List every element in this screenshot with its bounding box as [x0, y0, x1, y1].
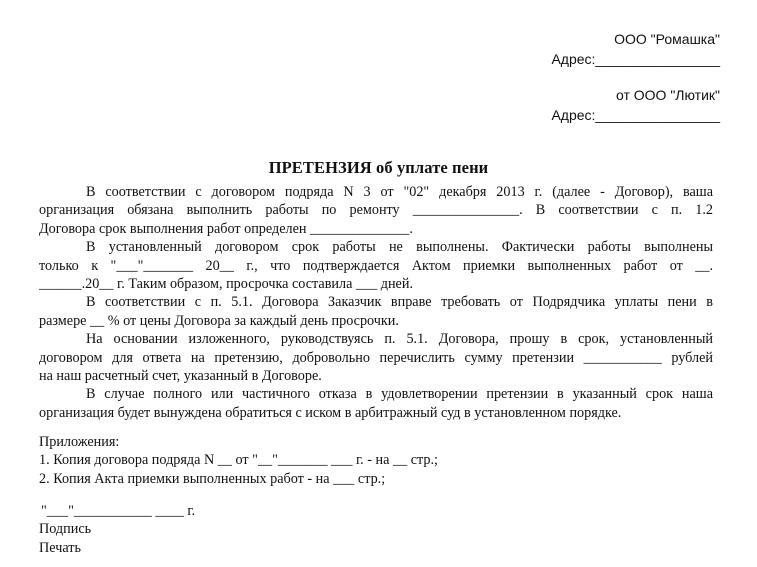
paragraph-line: В соответствии с договором подряда N 3 от "02" декабря 2013 г. (далее - Договор), ваша — [86, 184, 713, 200]
sender-address: Адрес:________________ — [551, 107, 720, 123]
recipient-name: ООО "Ромашка" — [614, 31, 720, 47]
paragraph-line: размере __ % от цены Договора за каждый день просрочки. — [39, 312, 399, 329]
annex-item: 2. Копия Акта приемки выполненных работ - на ___ стр.; — [39, 470, 386, 487]
paragraph-court — [39, 385, 713, 422]
claim-body — [39, 183, 713, 422]
annex-item: 1. Копия договора подряда N __ от "__"_______ ___ г. - на __ стр.; — [39, 452, 438, 469]
paragraph-request — [39, 330, 713, 385]
signature-block — [39, 502, 439, 557]
addressee-block — [520, 29, 720, 125]
recipient-address: Адрес:________________ — [551, 51, 720, 67]
sender-name: от ООО "Лютик" — [615, 87, 720, 103]
paragraph-contract — [39, 183, 713, 238]
paragraph-line: организация обязана выполнить работы по ремонту _______________. В соответствии с п. 1.2 — [39, 202, 713, 219]
paragraph-line: на наш расчетный счет, указанный в Договоре. — [39, 368, 322, 385]
paragraph-line: Договора срок выполнения работ определен ______________. — [39, 220, 413, 237]
signature-label: Подпись — [39, 521, 92, 538]
paragraph-penalty — [39, 293, 713, 330]
paragraph-line: В случае полного или частичного отказа в удовлетворении претензии в указанный срок наша — [86, 386, 713, 403]
annex-list — [39, 433, 713, 488]
date-line: "___"___________ ____ г. — [41, 503, 196, 519]
paragraph-line: В установленный договором срок работы не выполнены. Фактически работы выполнены — [86, 239, 713, 256]
stamp-label: Печать — [39, 539, 81, 556]
paragraph-line: организация будет вынуждена обратиться с иском в арбитражный суд в установленном порядке. — [39, 404, 622, 421]
document-title: ПРЕТЕНЗИЯ об уплате пени — [268, 158, 489, 177]
paragraph-delay — [39, 238, 713, 293]
paragraph-line: только к "___"_______ 20__ г., что подтверждается Актом приемки выполненных работ от __. — [39, 257, 713, 274]
paragraph-line: В соответствии с п. 5.1. Договора Заказчик вправе требовать от Подрядчика уплаты пени в — [86, 294, 713, 311]
paragraph-line: ______.20__ г. Таким образом, просрочка составила ___ дней. — [39, 276, 413, 293]
paragraph-line: На основании изложенного, руководствуясь п. 5.1. Договора, прошу в срок, установленный — [86, 331, 713, 348]
annex-heading: Приложения: — [39, 434, 120, 450]
paragraph-line: договором для ответа на претензию, добровольно перечислить сумму претензии ___________ рублей — [39, 349, 713, 366]
header-gap — [520, 69, 720, 85]
